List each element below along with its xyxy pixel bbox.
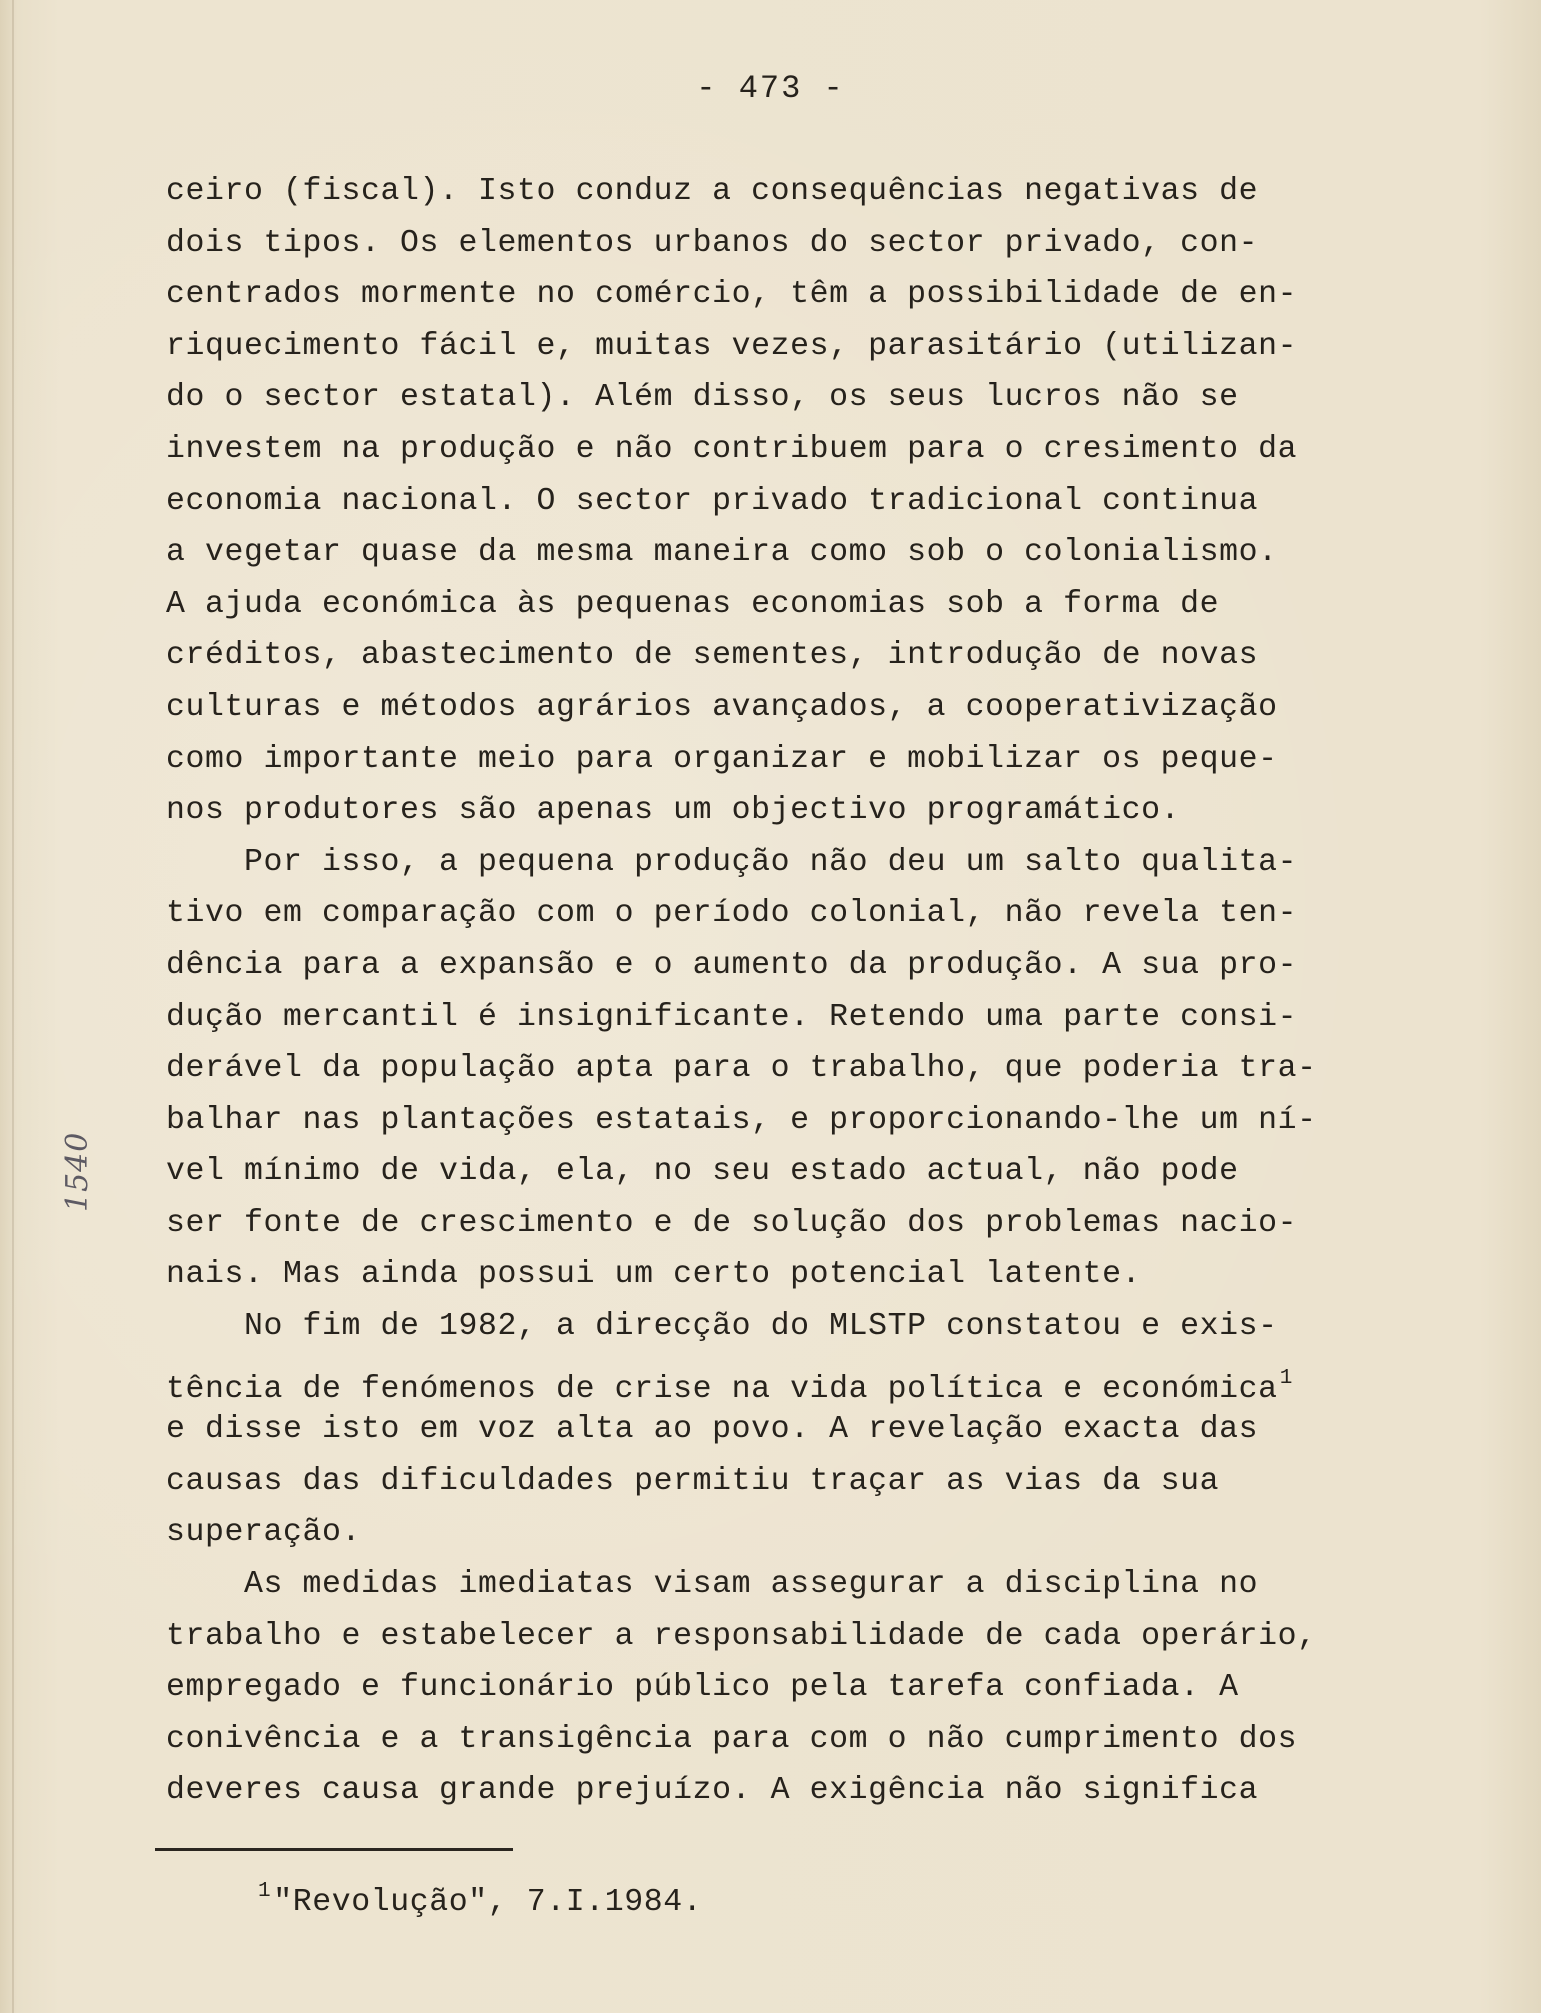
footnote-reference: 1 bbox=[1279, 1366, 1293, 1390]
handwritten-margin-note: 1540 bbox=[60, 1131, 95, 1212]
text-line: do o sector estatal). Além disso, os seus lucros não se bbox=[166, 380, 1239, 416]
text-line: As medidas imediatas visam assegurar a disciplina no bbox=[166, 1567, 1259, 1603]
text-line: Por isso, a pequena produção não deu um salto qualita- bbox=[166, 844, 1298, 880]
text-line: nais. Mas ainda possui um certo potencial latente. bbox=[166, 1257, 1142, 1293]
text-line: No fim de 1982, a direcção do MLSTP constatou e exis- bbox=[166, 1309, 1278, 1345]
text-line: ceiro (fiscal). Isto conduz a consequências negativas de bbox=[166, 174, 1259, 209]
text-line: derável da população apta para o trabalho, que poderia tra- bbox=[166, 1051, 1317, 1087]
text-line: dência para a expansão e o aumento da produção. A sua pro- bbox=[166, 947, 1298, 983]
footnote-mark: 1 bbox=[258, 1880, 272, 1903]
page-fold-line bbox=[12, 0, 14, 2013]
text-line: como importante meio para organizar e mobilizar os peque- bbox=[166, 741, 1278, 777]
text-line: superação. bbox=[166, 1515, 362, 1551]
text-line: empregado e funcionário público pela tarefa confiada. A bbox=[166, 1670, 1239, 1706]
text-line: e disse isto em voz alta ao povo. A revelação exacta das bbox=[166, 1412, 1259, 1448]
text-line: balhar nas plantações estatais, e proporcionando-lhe um ní- bbox=[166, 1102, 1317, 1138]
text-line-with-footnote-ref bbox=[166, 1353, 1406, 1405]
text-line: A ajuda económica às pequenas economias sob a forma de bbox=[166, 586, 1220, 622]
footnote-text: "Revolução", 7.I.1984. bbox=[273, 1885, 703, 1920]
text-line: investem na produção e não contribuem para o cresimento da bbox=[166, 431, 1298, 467]
text-line: culturas e métodos agrários avançados, a cooperativização bbox=[166, 689, 1278, 725]
text-line: nos produtores são apenas um objectivo programático. bbox=[166, 793, 1181, 829]
text-line: deveres causa grande prejuízo. A exigência não significa bbox=[166, 1773, 1259, 1809]
text-line: créditos, abastecimento de sementes, introdução de novas bbox=[166, 638, 1259, 674]
text-line: dução mercantil é insignificante. Retendo uma parte consi- bbox=[166, 999, 1298, 1035]
text-line: ser fonte de crescimento e de solução dos problemas nacio- bbox=[166, 1205, 1298, 1241]
text-line: tivo em comparação com o período colonial, não revela ten- bbox=[166, 896, 1298, 932]
text-line: dois tipos. Os elementos urbanos do sector privado, con- bbox=[166, 225, 1259, 261]
text-line: conivência e a transigência para com o não cumprimento dos bbox=[166, 1721, 1298, 1757]
text-line: causas das dificuldades permitiu traçar as vias da sua bbox=[166, 1463, 1220, 1499]
text-line: economia nacional. O sector privado tradicional continua bbox=[166, 483, 1259, 519]
text-line: riquecimento fácil e, muitas vezes, parasitário (utilizan- bbox=[166, 328, 1298, 364]
text-line: centrados mormente no comércio, têm a possibilidade de en- bbox=[166, 277, 1298, 313]
footnote bbox=[258, 1880, 702, 1920]
text-line: vel mínimo de vida, ela, no seu estado actual, não pode bbox=[166, 1154, 1239, 1190]
footnote-separator bbox=[155, 1848, 513, 1851]
text-line: trabalho e estabelecer a responsabilidade de cada operário, bbox=[166, 1618, 1317, 1654]
text-line: tência de fenómenos de crise na vida política e económica bbox=[166, 1371, 1278, 1407]
text-line: a vegetar quase da mesma maneira como sob o colonialismo. bbox=[166, 535, 1278, 571]
page-number: - 473 - bbox=[696, 70, 845, 107]
body-text bbox=[166, 166, 1406, 1817]
